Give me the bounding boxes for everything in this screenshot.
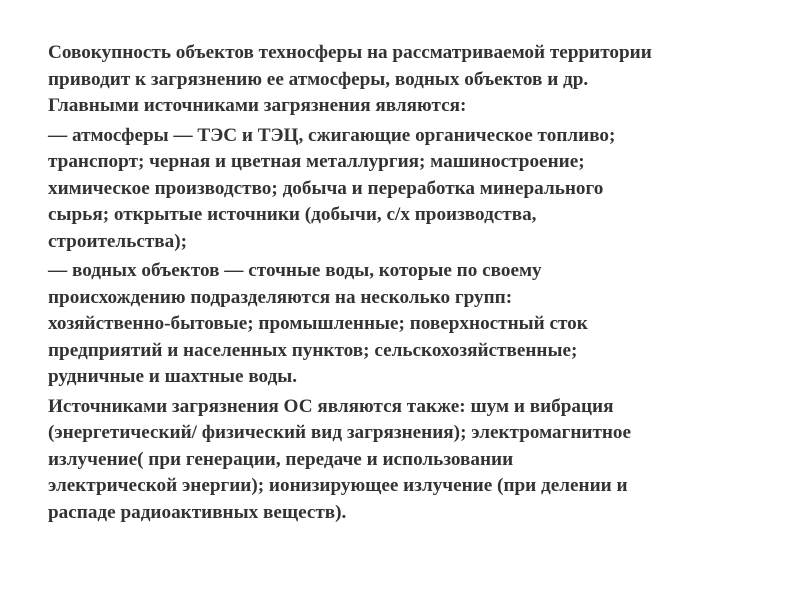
text-line: Совокупность объектов техносферы на рассматриваемой территории xyxy=(48,42,652,63)
text-line: происхождению подразделяются на несколько групп: xyxy=(48,286,513,308)
text-line: приводит к загрязнению ее атмосферы, водных объектов и др. xyxy=(48,68,589,90)
paragraph-water-sources xyxy=(48,258,768,391)
text-line: строительства); xyxy=(48,230,188,252)
text-line: распаде радиоактивных веществ). xyxy=(48,501,347,523)
text-line: сырья; открытые источники (добычи, с/х производства, xyxy=(48,204,537,225)
text-line: предприятий и населенных пунктов; сельскохозяйственные; xyxy=(48,339,578,361)
text-line: Главными источниками загрязнения являются: xyxy=(48,95,467,116)
text-line: рудничные и шахтные воды. xyxy=(48,366,298,387)
paragraph-atmosphere-sources xyxy=(48,123,768,256)
text-line: — атмосферы — ТЭС и ТЭЦ, сжигающие органическое топливо; xyxy=(48,124,616,146)
text-line: (энергетический/ физический вид загрязнения); электромагнитное xyxy=(48,422,632,443)
text-line: хозяйственно-бытовые; промышленные; поверхностный сток xyxy=(48,313,588,334)
text-line: электрической энергии); ионизирующее излучение (при делении и xyxy=(48,475,628,496)
text-line: Источниками загрязнения ОС являются также: шум и вибрация xyxy=(48,395,614,417)
text-line: излучение( при генерации, передаче и использовании xyxy=(48,448,514,470)
paragraph-other-sources xyxy=(48,394,768,527)
paragraph-intro xyxy=(48,40,768,120)
slide-text-block xyxy=(48,40,768,529)
text-line: — водных объектов — сточные воды, которые по своему xyxy=(48,260,542,281)
text-line: химическое производство; добыча и переработка минерального xyxy=(48,177,604,199)
text-line: транспорт; черная и цветная металлургия; машиностроение; xyxy=(48,151,585,172)
